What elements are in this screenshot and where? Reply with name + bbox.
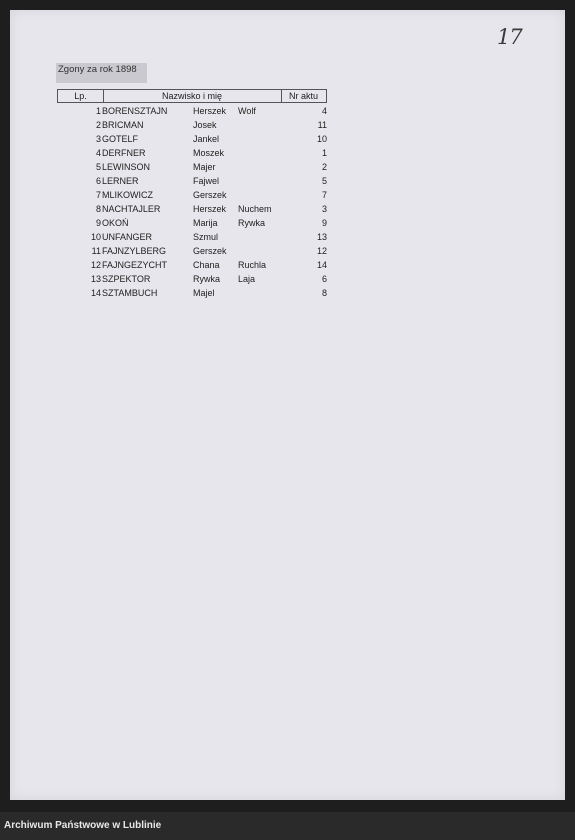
cell-first-name: Josek <box>193 120 217 130</box>
table-row <box>57 118 327 132</box>
cell-surname: FAJNZYLBERG <box>102 246 167 256</box>
footer-bar <box>0 812 575 840</box>
table-row <box>57 104 327 118</box>
cell-surname: DERFNER <box>102 148 146 158</box>
table-header <box>57 89 327 103</box>
cell-lp: 11 <box>91 246 101 256</box>
cell-surname: OKOŃ <box>102 218 129 228</box>
cell-lp: 13 <box>90 274 101 284</box>
cell-act-number: 9 <box>321 218 327 228</box>
cell-surname: NACHTAJLER <box>102 204 161 214</box>
cell-surname: FAJNGEZYCHT <box>102 260 168 270</box>
table-row <box>57 216 327 230</box>
cell-surname: BRICMAN <box>102 120 144 130</box>
cell-first-name: Chana <box>193 260 220 270</box>
cell-surname: GOTELF <box>102 134 139 144</box>
cell-second-name: Wolf <box>238 106 256 116</box>
cell-act-number: 4 <box>321 106 327 116</box>
cell-first-name: Gerszek <box>193 246 227 256</box>
cell-act-number: 1 <box>321 148 327 158</box>
table-row <box>57 258 327 272</box>
archive-name: Archiwum Państwowe w Lublinie <box>4 820 162 831</box>
table-row <box>57 146 327 160</box>
cell-surname: SZTAMBUCH <box>102 288 158 298</box>
cell-lp: 8 <box>95 204 101 214</box>
cell-first-name: Herszek <box>193 106 227 116</box>
cell-lp: 1 <box>95 106 101 116</box>
cell-lp: 12 <box>90 260 101 270</box>
cell-act-number: 14 <box>316 260 327 270</box>
cell-act-number: 7 <box>321 190 327 200</box>
cell-second-name: Laja <box>238 274 256 284</box>
cell-act-number: 11 <box>317 120 327 130</box>
cell-surname: SZPEKTOR <box>102 274 151 284</box>
cell-first-name: Marija <box>193 218 218 228</box>
header-nr: Nr aktu <box>288 91 318 101</box>
cell-lp: 6 <box>95 176 101 186</box>
cell-act-number: 6 <box>321 274 327 284</box>
cell-surname: UNFANGER <box>102 232 153 242</box>
table-row <box>57 188 327 202</box>
table-row <box>57 272 327 286</box>
cell-act-number: 13 <box>316 232 327 242</box>
cell-first-name: Rywka <box>193 274 221 284</box>
cell-second-name: Nuchem <box>238 204 272 214</box>
cell-surname: LEWINSON <box>102 162 151 172</box>
cell-first-name: Majel <box>193 288 215 298</box>
cell-act-number: 10 <box>316 134 327 144</box>
document-title: Zgony za rok 1898 <box>56 63 147 83</box>
cell-first-name: Fajwel <box>193 176 220 186</box>
cell-first-name: Majer <box>193 162 216 172</box>
table-row <box>57 202 327 216</box>
cell-lp: 3 <box>95 134 101 144</box>
cell-first-name: Gerszek <box>193 190 227 200</box>
cell-second-name: Rywka <box>238 218 266 228</box>
cell-act-number: 3 <box>321 204 327 214</box>
cell-act-number: 8 <box>321 288 327 298</box>
table-row <box>57 174 327 188</box>
cell-first-name: Szmul <box>193 232 219 242</box>
header-name: Nazwisko i mię <box>103 90 282 102</box>
cell-lp: 10 <box>90 232 101 242</box>
cell-act-number: 2 <box>321 162 327 172</box>
cell-act-number: 12 <box>316 246 327 256</box>
cell-first-name: Moszek <box>193 148 225 158</box>
table-row <box>57 230 327 244</box>
cell-act-number: 5 <box>321 176 327 186</box>
table-row <box>57 244 327 258</box>
cell-lp: 7 <box>95 190 101 200</box>
cell-first-name: Jankel <box>193 134 220 144</box>
cell-lp: 5 <box>95 162 101 172</box>
table-row <box>57 286 327 300</box>
header-lp: Lp. <box>58 90 104 102</box>
cell-first-name: Herszek <box>193 204 227 214</box>
cell-lp: 9 <box>95 218 101 228</box>
page-number: 17 <box>497 25 522 49</box>
table-row <box>57 132 327 146</box>
table-body <box>57 104 327 300</box>
cell-surname: BORENSZTAJN <box>102 106 168 116</box>
cell-surname: MLIKOWICZ <box>102 190 153 200</box>
cell-surname: LERNER <box>102 176 139 186</box>
cell-second-name: Ruchla <box>238 260 267 270</box>
table-row <box>57 160 327 174</box>
cell-lp: 2 <box>95 120 101 130</box>
cell-lp: 4 <box>95 148 101 158</box>
cell-lp: 14 <box>90 288 101 298</box>
